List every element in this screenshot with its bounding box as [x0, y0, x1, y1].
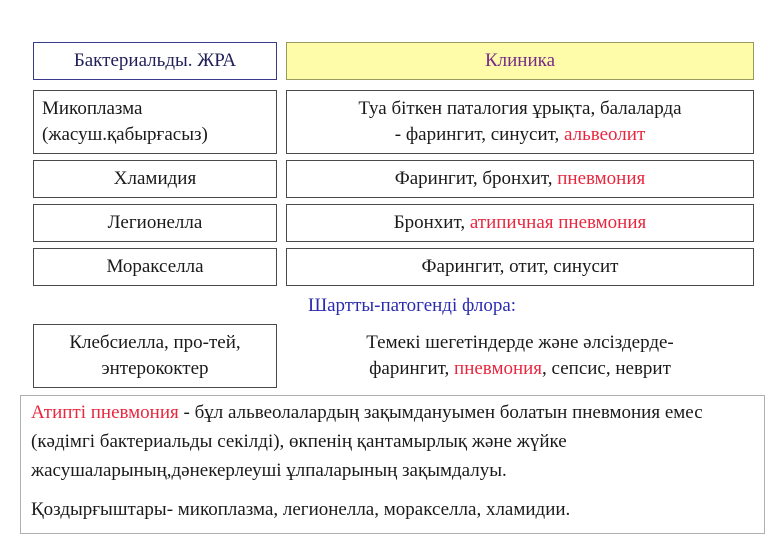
row-mycoplasma-clinic	[286, 90, 754, 154]
row-flora-name	[33, 324, 277, 388]
header-bacteria-label: Бактериальды. ЖРА	[73, 50, 237, 71]
atypical-pneumonia-note	[20, 395, 765, 534]
header-bacteria	[33, 42, 277, 80]
header-clinic	[286, 42, 754, 80]
row-mycoplasma-name	[33, 90, 277, 154]
flora-label-line1: Клебсиелла, про-тей,	[69, 332, 241, 353]
alveolitis-highlight: альвеолит	[564, 124, 646, 145]
row-chlamydia-clinic	[286, 160, 754, 198]
atypical-pneumonia-highlight: атипичная пневмония	[469, 212, 647, 233]
mycoplasma-clinic-line2: - фарингит, синусит, альвеолит	[394, 124, 646, 145]
row-chlamydia-name	[33, 160, 277, 198]
header-clinic-label: Клиника	[484, 50, 556, 71]
legionella-label: Легионелла	[107, 212, 203, 233]
flora-label-line2: энтерококтер	[101, 358, 209, 379]
note-agents: Қоздырғыштары- микоплазма, легионелла, моракселла, хламидии.	[31, 499, 571, 520]
flora-clinic-line1: Темекі шегетіндерде және әлсіздерде-	[366, 332, 674, 353]
conditional-flora-heading: Шартты-патогенді флора:	[307, 295, 517, 316]
flora-clinic-line2: фарингит, пневмония, сепсис, неврит	[369, 358, 671, 379]
moraxella-label: Моракселла	[106, 256, 204, 277]
note-definition	[31, 398, 754, 485]
moraxella-clinic-text: Фарингит, отит, синусит	[421, 256, 619, 277]
note-definition-text: - бұл альвеолалардың зақымдануымен болатын пневмония емес (кәдімгі бактериальды секілді), өкпенің қантамырлық және жүйке жасушаларының,дәнекерлеуші ұлпаларының зақымдалуы.	[31, 402, 703, 481]
row-legionella-clinic	[286, 204, 754, 242]
row-moraxella-clinic	[286, 248, 754, 286]
legionella-clinic-text: Бронхит, атипичная пневмония	[393, 212, 647, 233]
mycoplasma-clinic-line1: Туа біткен паталогия ұрықта, балаларда	[358, 98, 682, 119]
chlamydia-clinic-text: Фарингит, бронхит, пневмония	[394, 168, 646, 189]
row-moraxella-name	[33, 248, 277, 286]
mycoplasma-label: Микоплазма	[42, 98, 143, 119]
flora-pneumonia-highlight: пневмония	[454, 358, 543, 379]
note-term-highlight: Атипті пневмония	[31, 402, 179, 423]
chlamydia-label: Хламидия	[113, 168, 197, 189]
mycoplasma-note: (жасуш.қабырғасыз)	[42, 124, 208, 145]
row-legionella-name	[33, 204, 277, 242]
pneumonia-highlight: пневмония	[557, 168, 646, 189]
row-flora-clinic	[286, 324, 754, 388]
